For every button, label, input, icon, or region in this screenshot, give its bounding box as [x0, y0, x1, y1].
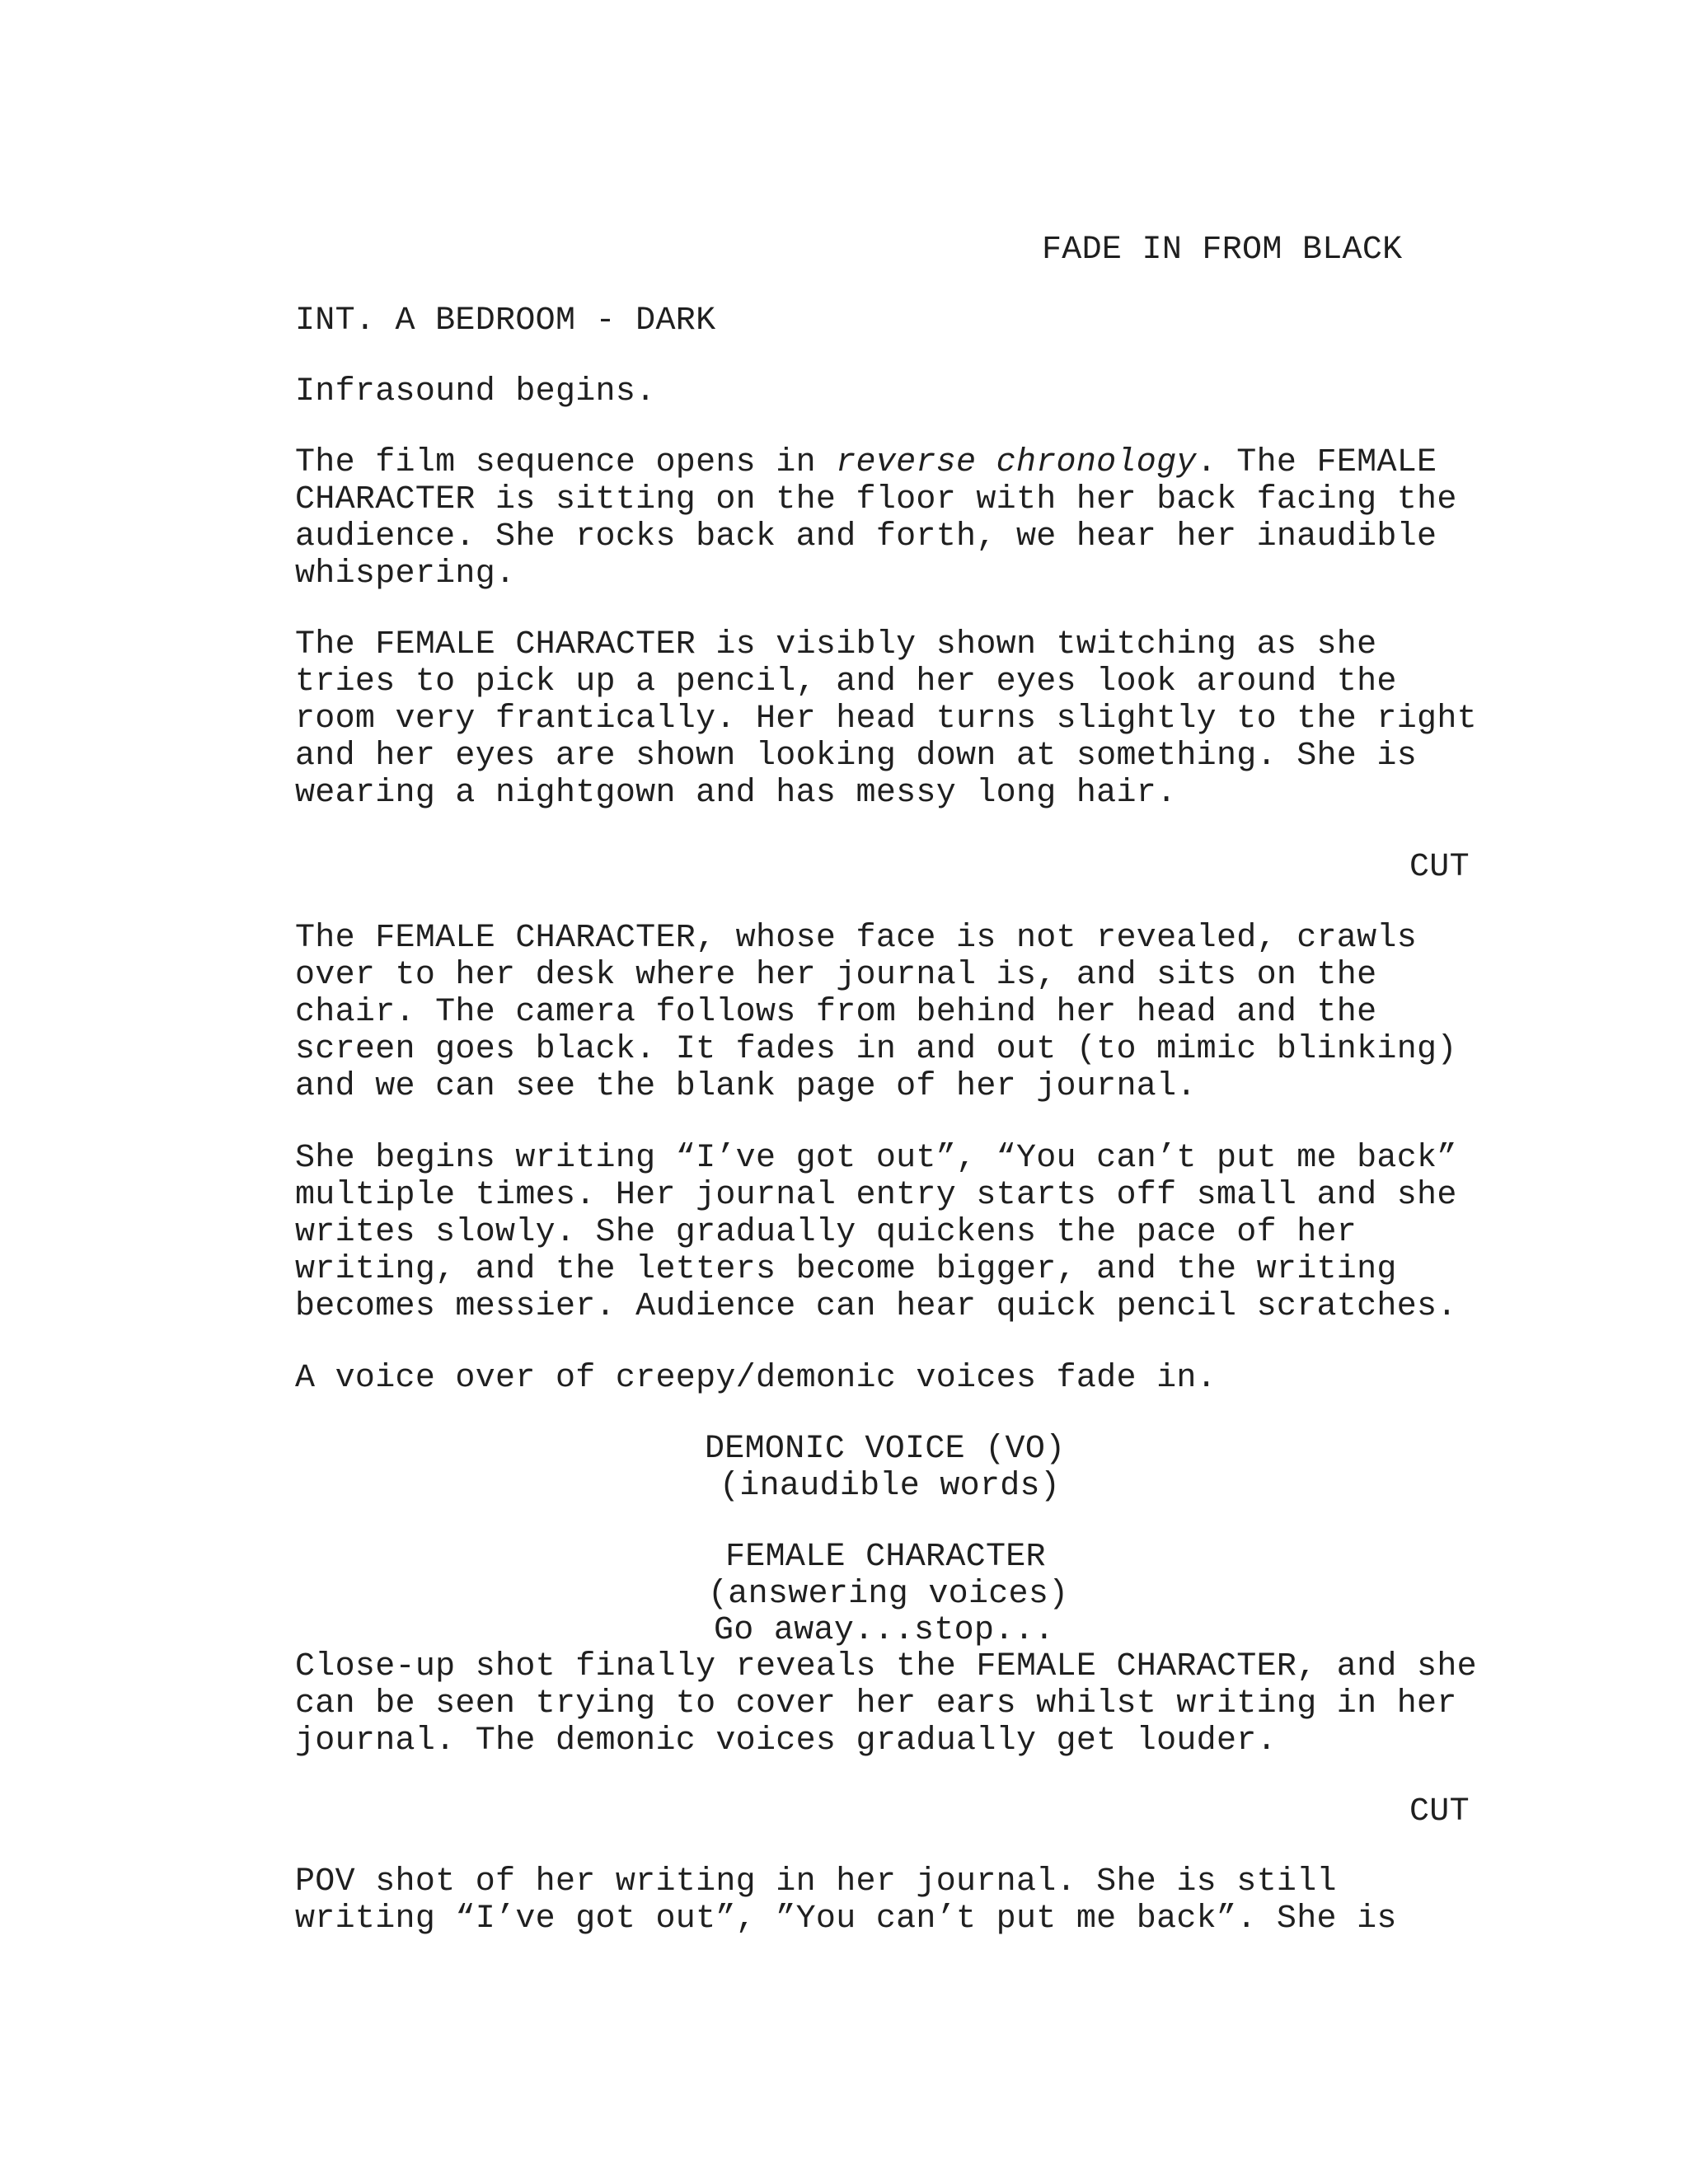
dialogue-character-female: FEMALE CHARACTER	[725, 1539, 1046, 1576]
action-line: CHARACTER is sitting on the floor with her back facing the	[295, 481, 1457, 518]
action-line: writes slowly. She gradually quickens the pace of her	[295, 1214, 1357, 1251]
action-text: The film sequence opens in	[295, 444, 837, 481]
action-paragraph-writing	[295, 1140, 1457, 1325]
action-line: becomes messier. Audience can hear quick pencil scratches.	[295, 1288, 1457, 1325]
action-paragraph-closeup	[295, 1648, 1477, 1760]
action-line: She begins writing “I’ve got out”, “You can’t put me back”	[295, 1140, 1457, 1177]
transition-fade-in: FADE IN FROM BLACK	[1042, 232, 1403, 269]
action-line: can be seen trying to cover her ears whilst writing in her	[295, 1685, 1457, 1722]
action-line: The FEMALE CHARACTER, whose face is not revealed, crawls	[295, 920, 1418, 957]
action-voice-over: A voice over of creepy/demonic voices fade in.	[295, 1360, 1217, 1397]
action-line: room very frantically. Her head turns slightly to the right	[295, 701, 1477, 738]
dialogue-character-demonic: DEMONIC VOICE (VO)	[705, 1431, 1066, 1468]
action-text: . The FEMALE	[1196, 444, 1437, 481]
dialogue-parenthetical: (inaudible words)	[720, 1468, 1061, 1505]
action-paragraph-crawls	[295, 920, 1457, 1105]
action-paragraph-twitching	[295, 626, 1477, 812]
action-line: screen goes black. It fades in and out (to mimic blinking)	[295, 1031, 1457, 1068]
action-line: multiple times. Her journal entry starts off small and she	[295, 1177, 1457, 1214]
action-line: over to her desk where her journal is, and sits on the	[295, 957, 1377, 994]
action-line: and her eyes are shown looking down at something. She is	[295, 738, 1418, 775]
action-line: Close-up shot finally reveals the FEMALE CHARACTER, and she	[295, 1648, 1477, 1685]
transition-cut: CUT	[1409, 849, 1470, 886]
action-paragraph-pov	[295, 1863, 1397, 1938]
action-line: POV shot of her writing in her journal. She is still	[295, 1863, 1337, 1900]
scene-heading: INT. A BEDROOM - DARK	[295, 302, 716, 340]
action-text-italic: reverse chronology	[836, 444, 1197, 481]
dialogue-line: Go away...stop...	[714, 1612, 1055, 1649]
action-line: whispering.	[295, 555, 516, 593]
action-line: wearing a nightgown and has messy long hair.	[295, 775, 1177, 812]
action-line: writing “I’ve got out”, ”You can’t put me back”. She is	[295, 1900, 1397, 1938]
action-line: audience. She rocks back and forth, we hear her inaudible	[295, 518, 1437, 555]
action-line: The FEMALE CHARACTER is visibly shown twitching as she	[295, 626, 1377, 663]
action-line: tries to pick up a pencil, and her eyes look around the	[295, 663, 1397, 701]
action-line: writing, and the letters become bigger, and the writing	[295, 1251, 1397, 1288]
action-infrasound: Infrasound begins.	[295, 373, 656, 410]
action-line: journal. The demonic voices gradually get louder.	[295, 1722, 1277, 1760]
action-paragraph-opening	[295, 444, 1457, 593]
action-line: and we can see the blank page of her journal.	[295, 1068, 1197, 1105]
dialogue-parenthetical: (answering voices)	[708, 1576, 1069, 1613]
action-line: chair. The camera follows from behind her head and the	[295, 994, 1377, 1031]
action-line	[295, 444, 1457, 481]
transition-cut: CUT	[1409, 1793, 1470, 1830]
